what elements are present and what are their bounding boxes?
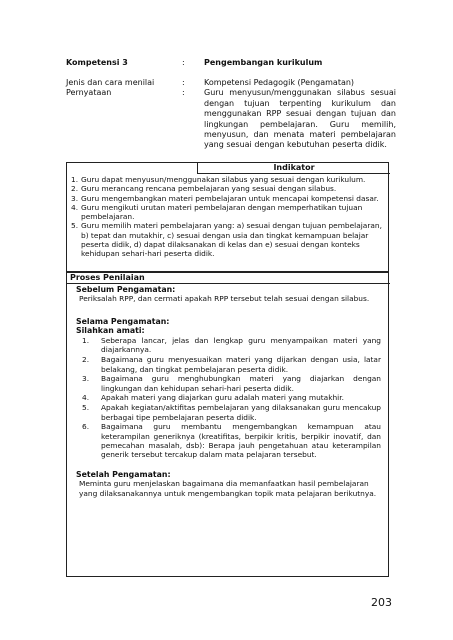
- after-observation-heading: Setelah Pengamatan:: [76, 470, 171, 480]
- list-item: [76, 393, 381, 402]
- item-number: 1.: [71, 175, 79, 184]
- indicator-title: Indikator: [197, 163, 390, 174]
- item-number: 5.: [71, 221, 79, 231]
- list-item: [71, 194, 383, 203]
- item-text: Guru dapat menyusun/menggunakan silabus yang sesuai dengan kurikulum.: [81, 175, 366, 184]
- during-observation-heading: Selama Pengamatan:: [76, 316, 170, 326]
- item-number: 1.: [82, 336, 90, 346]
- list-item: [71, 203, 383, 222]
- competency-header: [66, 58, 396, 151]
- list-item: [71, 221, 383, 258]
- spacer: [76, 460, 381, 470]
- jenis-value: Kompetensi Pedagogik (Pengamatan): [204, 78, 355, 87]
- item-text: Seberapa lancar, jelas dan lengkap guru menyampaikan materi yang diajarkannya.: [101, 336, 381, 355]
- before-observation-text: Periksalah RPP, dan cermati apakah RPP tersebut telah sesuai dengan silabus.: [79, 294, 370, 304]
- observe-heading: Silahkan amati:: [76, 325, 145, 335]
- item-number: 3.: [71, 193, 79, 203]
- indicator-list: [71, 175, 383, 259]
- indicator-box: [66, 162, 389, 272]
- list-item: [76, 403, 381, 422]
- item-text: Bagaimana guru membantu mengembangkan kemampuan atau keterampilan generiknya (kreatifitas, berpikir kritis, berpikir inovatif, dan pemecahan masalah, dsb): Berapa jauh pengetahuan atau keterampilan generik tersebut tercakup dalam mata pelajaran tersebut.: [101, 422, 381, 460]
- pernyataan-label: Pernyataan: [66, 88, 112, 98]
- item-text: Bagaimana guru menyesuaikan materi yang dijarkan dengan usia, latar belakang, dan tingkat pembelajaran peserta didik.: [101, 355, 381, 374]
- item-text: Apakah kegiatan/aktifitas pembelajaran yang dilaksanakan guru mencakup berbagai tipe pembelajaran peserta didik.: [101, 403, 381, 422]
- item-number: 6.: [82, 422, 90, 432]
- list-item: [76, 422, 381, 459]
- assessment-values: [204, 78, 396, 151]
- spacer: [76, 304, 381, 317]
- jenis-label: Jenis dan cara menilai: [66, 78, 155, 87]
- page-number: 203: [371, 596, 392, 609]
- before-observation-heading: Sebelum Pengamatan:: [76, 285, 176, 294]
- item-number: 5.: [82, 403, 90, 413]
- process-content: [76, 285, 381, 498]
- item-text: Guru mengikuti urutan materi pembelajaran dengan memperhatikan tujuan pembelajaran.: [81, 202, 363, 222]
- item-number: 4.: [82, 393, 90, 403]
- after-observation-text: Meminta guru menjelaskan bagaimana dia memanfaatkan hasil pembelajaran yang dilaksanakannya untuk mengembangkan topik mata pelajaran berikutnya.: [79, 479, 377, 498]
- competency-title: Pengembangan kurikulum: [204, 58, 323, 67]
- list-item: [71, 175, 383, 184]
- colon-column: [182, 78, 204, 151]
- process-title: Proses Penilaian: [67, 273, 390, 284]
- list-item: [71, 184, 383, 193]
- list-item: [76, 374, 381, 393]
- item-text: Guru merancang rencana pembelajaran yang sesuai dengan silabus.: [81, 184, 337, 194]
- item-number: 2.: [82, 355, 90, 365]
- observation-list: [76, 336, 381, 459]
- item-number: 4.: [71, 202, 79, 212]
- item-number: 2.: [71, 184, 79, 194]
- competency-row: [66, 58, 396, 67]
- assessment-type-row: [66, 78, 396, 151]
- list-item: [76, 336, 381, 355]
- colon: :: [182, 58, 185, 67]
- item-text: Bagaimana guru menghubungkan materi yang diajarkan dengan lingkungan dan kehidupan sehari-hari peserta didik.: [101, 374, 381, 393]
- item-text: Guru mengembangkan materi pembelajaran untuk mencapai kompetensi dasar.: [81, 193, 379, 203]
- assessment-process-box: [66, 272, 389, 577]
- item-text: Guru memilih materi pembelajaran yang: a) sesuai dengan tujuan pembelajaran, b) tepat dan mutakhir, c) sesuai dengan usia dan tingkat kemampuan belajar peserta didik, d) dapat dilaksanakan di kelas dan e) sesuai dengan konteks kehidupan sehari-hari peserta didik.: [81, 221, 382, 259]
- item-number: 3.: [82, 374, 90, 384]
- assessment-type-label: [66, 78, 182, 151]
- competency-label: Kompetensi 3: [66, 58, 128, 67]
- colon: :: [182, 88, 185, 98]
- statement-text: Guru menyusun/menggunakan silabus sesuai dengan tujuan terpenting kurikulum dan menggunakan RPP sesuai dengan tujuan dan lingkungan pembelajaran. Guru memilih, menyusun, dan menata materi pembelajaran yang sesuai dengan kebutuhan peserta didik.: [204, 88, 396, 150]
- list-item: [76, 355, 381, 374]
- colon: :: [182, 78, 185, 87]
- item-text: Apakah materi yang diajarkan guru adalah materi yang mutakhir.: [101, 393, 344, 403]
